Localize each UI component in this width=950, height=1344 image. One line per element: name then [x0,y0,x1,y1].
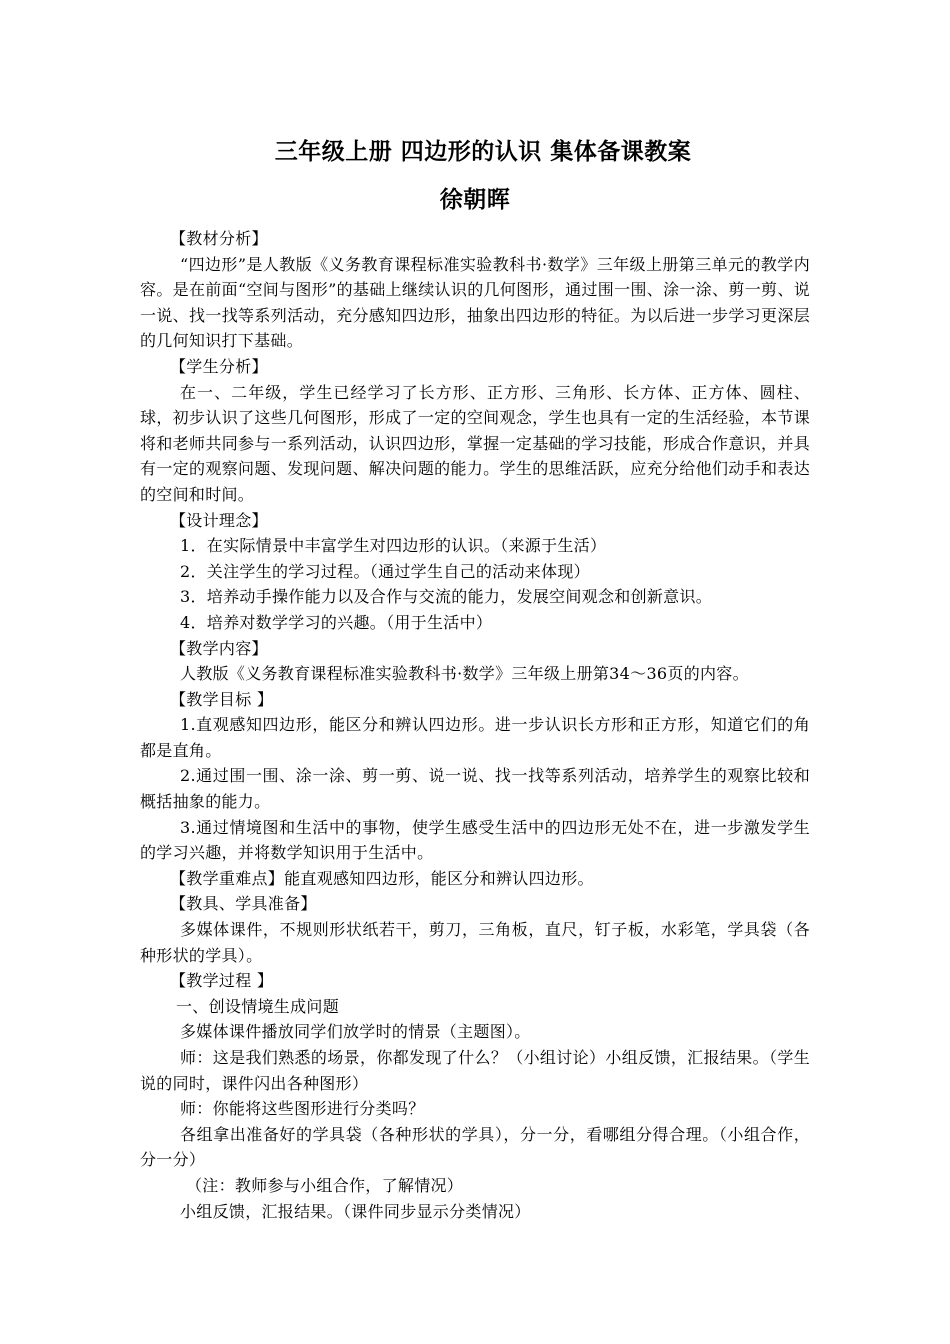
material-paragraph: “四边形”是人教版《义务教育课程标准实验教科书·数学》三年级上册第三单元的教学内容。是在前面“空间与图形”的基础上继续认识的几何图形，通过围一围、涂一涂、剪一剪、说一说、找一找等系列活动，充分感知四边形，抽象出四边形的特征。为以后进一步学习更深层的几何知识打下基础。 [140,254,810,351]
student-paragraph: 在一、二年级，学生已经学习了长方形、正方形、三角形、长方体、正方体、圆柱、球，初步认识了这些几何图形，形成了一定的空间观念，学生也具有一定的生活经验，本节课将和老师共同参与一系列活动，认识四边形，掌握一定基础的学习技能，形成合作意识，并具有一定的观察问题、发现问题、解决问题的能力。学生的思维活跃，应充分给他们动手和表达的空间和时间。 [140,382,810,504]
design-item: 2．关注学生的学习过程。（通过学生自己的活动来体现） [180,561,590,581]
process-heading: 【教学过程 】 [170,971,274,991]
design-item: 3．培养动手操作能力以及合作与交流的能力，发展空间观念和创新意识。 [180,587,713,607]
tools-paragraph: 多媒体课件，不规则形状纸若干，剪刀，三角板，直尺，钉子板，水彩笔，学具袋（各种形状的学具）。 [140,920,810,965]
goal-item: 1.直观感知四边形，能区分和辨认四边形。进一步认识长方形和正方形，知道它们的角都是直角。 [140,715,810,760]
process-line: 多媒体课件播放同学们放学时的情景（主题图）。 [180,1022,531,1042]
process-step-title: 一、创设情境生成问题 [176,996,340,1016]
process-feedback: 小组反馈，汇报结果。（课件同步显示分类情况） [180,1201,531,1221]
process-line: 各组拿出准备好的学具袋（各种形状的学具），分一分，看哪组分得合理。（小组合作，分一分） [140,1124,810,1170]
content-heading: 【教学内容】 [170,638,268,658]
key-points: 【教学重难点】能直观感知四边形，能区分和辨认四边形。 [170,868,594,888]
document-title: 三年级上册 四边形的认识 集体备课教案 [274,139,692,165]
process-note: （注：教师参与小组合作，了解情况） [186,1175,464,1195]
goals-heading: 【教学目标 】 [170,689,274,709]
material-heading: 【教材分析】 [170,229,268,248]
design-heading: 【设计理念】 [170,510,268,530]
document-body [140,226,810,1224]
process-line: 师：这是我们熟悉的场景，你都发现了什么？（小组讨论）小组反馈，汇报结果。（学生说的同时，课件闪出各种图形） [140,1048,810,1093]
design-item: 4．培养对数学学习的兴趣。（用于生活中） [180,612,493,632]
goal-item: 2.通过围一围、涂一涂、剪一剪、说一说、找一找等系列活动，培养学生的观察比较和概括抽象的能力。 [140,766,810,812]
content-paragraph: 人教版《义务教育课程标准实验教科书·数学》三年级上册第34～36页的内容。 [180,664,749,684]
goal-item: 3.通过情境图和生活中的事物，使学生感受生活中的四边形无处不在，进一步激发学生的学习兴趣，并将数学知识用于生活中。 [140,817,810,863]
tools-heading: 【教具、学具准备】 [170,894,317,914]
design-item: 1．在实际情景中丰富学生对四边形的认识。（来源于生活） [180,536,607,556]
student-heading: 【学生分析】 [170,356,268,376]
document-author: 徐朝晖 [439,187,511,213]
process-line: 师：你能将这些图形进行分类吗？ [180,1099,425,1119]
